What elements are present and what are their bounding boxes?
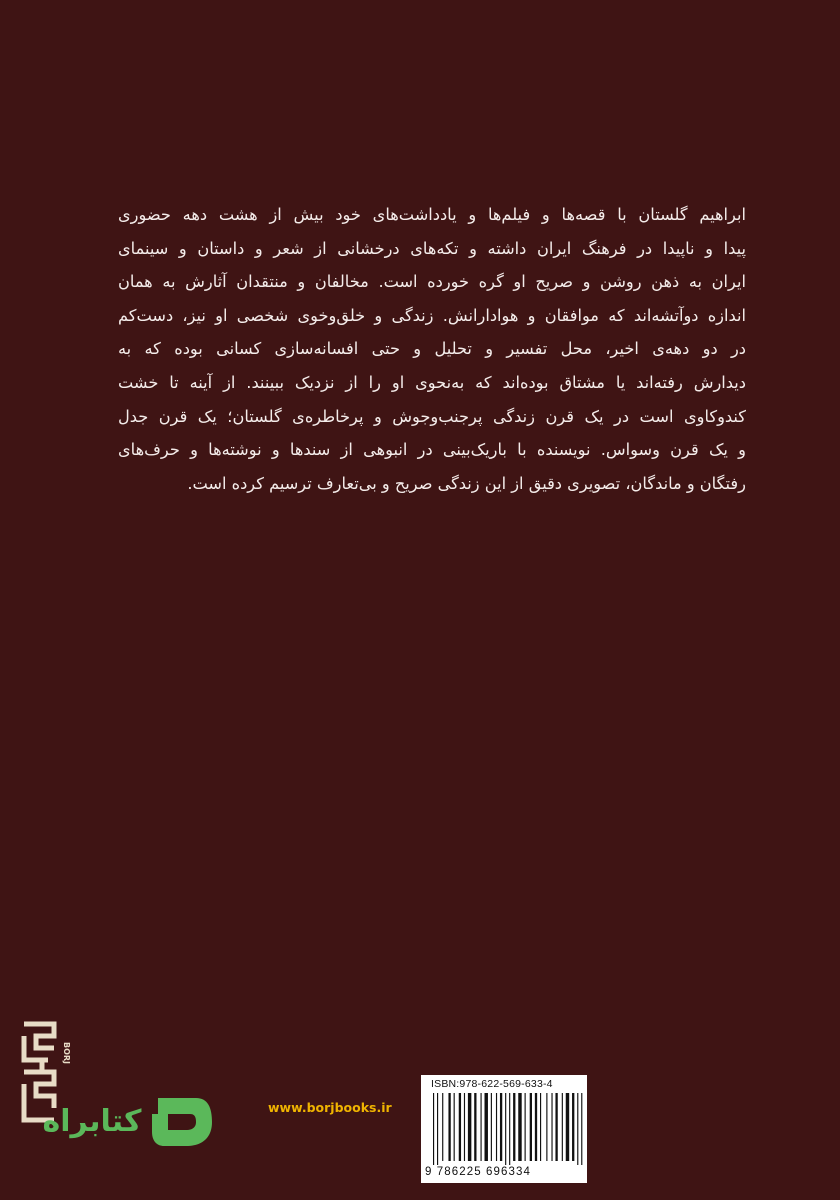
blurb-line: کندوکاوی است در یک قرن زندگی پرجنب‌وجوش و پرخاطره‌ی گلستان؛ یک قرن جدل	[118, 406, 746, 426]
barcode-bar	[468, 1093, 471, 1161]
barcode-bar	[562, 1093, 563, 1161]
barcode-bar	[464, 1093, 465, 1161]
barcode-bar	[551, 1093, 552, 1161]
blurb-line: ابراهیم گلستان با قصه‌ها و فیلم‌ها و یادداشت‌های خود بیش از هشت دهه حضوری	[118, 205, 746, 224]
barcode-bar	[496, 1093, 497, 1161]
isbn-label: ISBN:978-622-569-633-4	[431, 1078, 553, 1090]
blurb-line: پیدا و ناپیدا در فرهنگ ایران داشته و تکه‌های درخشانی از شعر و داستان و سینمای	[118, 238, 746, 258]
barcode-bar	[433, 1093, 434, 1165]
barcode-bar	[577, 1093, 578, 1165]
barcode-bar	[448, 1093, 450, 1161]
blurb-line: رفتگان و ماندگان، تصویری دقیق از این زندگی صریح و بی‌تعارف ترسیم کرده است.	[187, 473, 746, 493]
barcode-bar	[459, 1093, 461, 1161]
back-cover-blurb	[118, 198, 746, 500]
borj-label: BORJ	[62, 1042, 71, 1065]
barcode-bar	[518, 1093, 521, 1161]
barcode-bar	[442, 1093, 443, 1161]
barcode-bar	[566, 1093, 569, 1161]
barcode-bar	[454, 1093, 455, 1161]
barcode-bar	[505, 1093, 506, 1165]
barcode-bar	[525, 1093, 526, 1161]
barcode-bar	[572, 1093, 574, 1161]
barcode-bar	[530, 1093, 532, 1161]
blurb-line: ایران به ذهن روشن و صریح او گره خورده است. مخالفان و منتقدان آثارش به همان	[118, 272, 746, 292]
isbn-barcode	[421, 1075, 587, 1183]
barcode-bar	[546, 1093, 547, 1161]
barcode-bar	[509, 1093, 510, 1165]
blurb-line: در دو دهه‌ی اخیر، محل تفسیر و تحلیل و حتی افسانه‌سازی کسانی بوده که به	[118, 339, 746, 359]
barcode-bar	[500, 1093, 502, 1161]
barcode-bar	[474, 1093, 476, 1161]
barcode-digits: 9 786225 696334	[425, 1166, 532, 1178]
barcode-bars	[425, 1093, 583, 1165]
barcode-bar	[513, 1093, 515, 1161]
blurb-line: و یک قرن وسواس. نویسنده با باریک‌بینی در انبوهی از سندها و نوشته‌ها و حرف‌های	[118, 440, 746, 460]
barcode-bar	[535, 1093, 537, 1161]
barcode-bar	[481, 1093, 482, 1161]
barcode-bar	[437, 1093, 438, 1165]
barcode-bar	[555, 1093, 557, 1161]
barcode-bar	[485, 1093, 488, 1161]
publisher-website[interactable]: www.borjbooks.ir	[268, 1100, 392, 1115]
blurb-line: اندازه دوآتشه‌اند که موافقان و هوادارانش. زندگی و خلق‌وخوی شخصی او نیز، دست‌کم	[118, 305, 746, 325]
blurb-line: دیدارش رفته‌اند یا مشتاق بوده‌اند که به‌نحوی او را از نزدیک ببینند. از آینه تا خشت	[118, 372, 746, 392]
ketabrah-logo-icon	[150, 1094, 216, 1150]
barcode-bar	[540, 1093, 541, 1161]
ketabrah-logo-text: کتابراه	[42, 1104, 142, 1139]
barcode-bar	[491, 1093, 492, 1161]
barcode-bar	[581, 1093, 582, 1165]
